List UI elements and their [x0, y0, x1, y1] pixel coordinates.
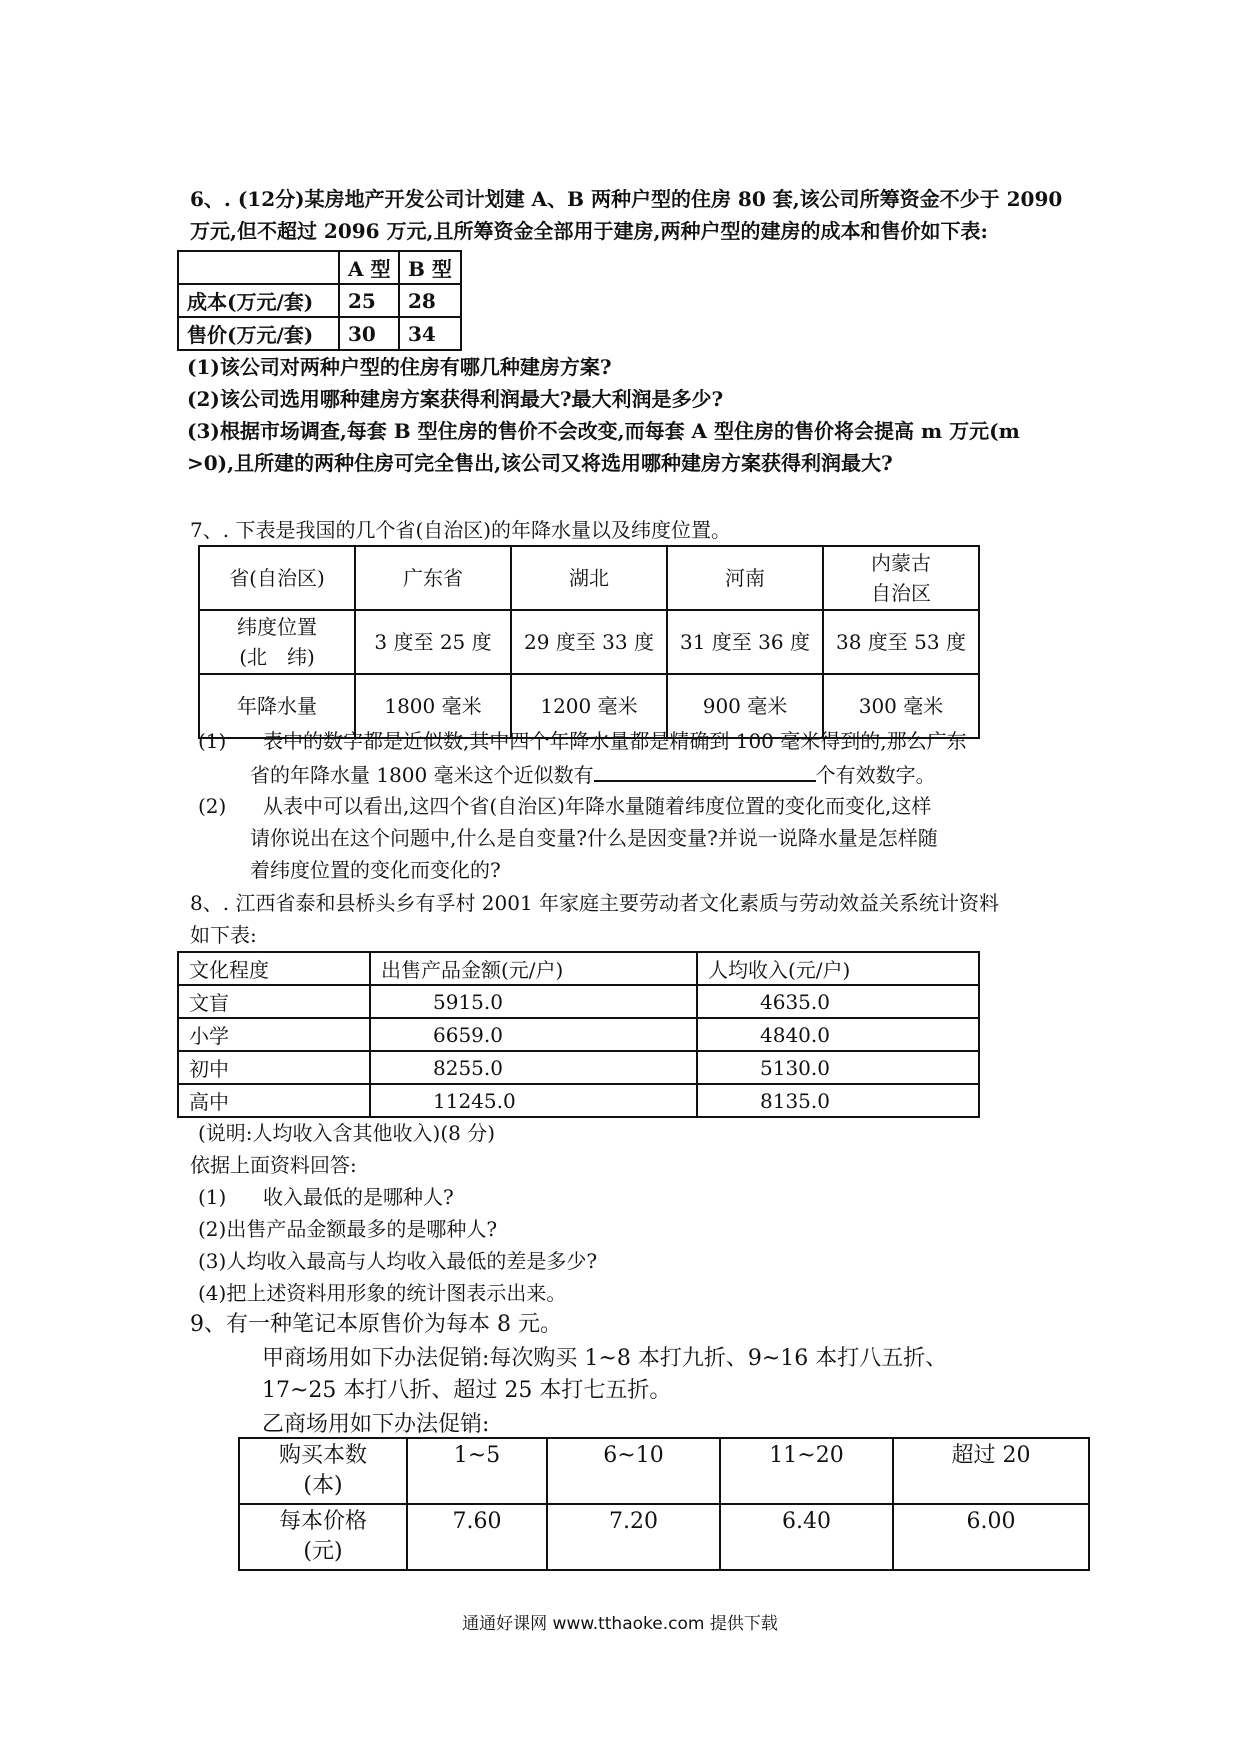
table-cell: 34 [399, 317, 461, 350]
q6-line2: 万元,但不超过 2096 万元,且所筹资金全部用于建房,两种户型的建房的成本和售价如下表: [190, 219, 988, 243]
table-cell: 湖北 [511, 546, 667, 610]
q6-sub3-line1: (3)根据市场调查,每套 B 型住房的售价不会改变,而每套 A 型住房的售价将会提高 m 万元(m [187, 419, 1020, 443]
table-cell: 出售产品金额(元/户) [370, 952, 697, 985]
q7-sub2-line3: 着纬度位置的变化而变化的? [250, 858, 501, 882]
q9-mall-b-intro: 乙商场用如下办法促销: [262, 1412, 490, 1437]
table-cell: 广东省 [355, 546, 511, 610]
table-cell: 高中 [178, 1084, 370, 1117]
table-cell [178, 251, 339, 284]
q6-cost-price-table [177, 250, 462, 351]
table-cell: 8135.0 [697, 1084, 979, 1117]
q7-sub2-line1: 从表中可以看出,这四个省(自治区)年降水量随着纬度位置的变化而变化,这样 [263, 794, 932, 818]
table-cell: 25 [339, 284, 399, 317]
q8-income-table [177, 951, 980, 1118]
table-cell: 年降水量 [199, 674, 355, 738]
q7-sub1-line1: 表中的数字都是近似数,其中四个年降水量都是精确到 100 毫米得到的,那么广东 [263, 729, 967, 753]
table-cell: 5915.0 [370, 985, 697, 1018]
q7-sub2-line2: 请你说出在这个问题中,什么是自变量?什么是因变量?并说一说降水量是怎样随 [250, 826, 938, 850]
table-cell: 文化程度 [178, 952, 370, 985]
table-cell: 4635.0 [697, 985, 979, 1018]
table-cell: 小学 [178, 1018, 370, 1051]
table-cell: 省(自治区) [199, 546, 355, 610]
table-cell: 31 度至 36 度 [667, 610, 823, 674]
table-cell: 纬度位置 (北 纬) [199, 610, 355, 674]
q8-intro: 依据上面资料回答: [190, 1153, 357, 1177]
table-cell: 初中 [178, 1051, 370, 1084]
page-footer: 通通好课网 www.tthaoke.com 提供下载 [462, 1614, 778, 1634]
table-cell: 内蒙古 自治区 [823, 546, 979, 610]
table-cell: 人均收入(元/户) [697, 952, 979, 985]
q8-sub2: (2)出售产品金额最多的是哪种人? [198, 1217, 498, 1241]
q7-rainfall-table [198, 545, 980, 739]
table-cell: 6.40 [720, 1504, 893, 1570]
table-cell: 8255.0 [370, 1051, 697, 1084]
q8-note: (说明:人均收入含其他收入)(8 分) [198, 1121, 496, 1145]
table-cell: 7.60 [407, 1504, 547, 1570]
table-cell: 超过 20 [893, 1438, 1089, 1504]
q6-line1: 6、. (12分)某房地产开发公司计划建 A、B 两种户型的住房 80 套,该公司所筹资金不少于 2090 [190, 187, 1063, 211]
table-cell: 5130.0 [697, 1051, 979, 1084]
q6-sub3-line2: >0),且所建的两种住房可完全售出,该公司又将选用哪种建房方案获得利润最大? [187, 451, 893, 475]
table-cell: 6.00 [893, 1504, 1089, 1570]
table-cell: A 型 [339, 251, 399, 284]
q6-sub1: (1)该公司对两种户型的住房有哪几种建房方案? [187, 355, 612, 379]
q9-mall-a-line1: 甲商场用如下办法促销:每次购买 1~8 本打九折、9~16 本打八五折、 [262, 1346, 948, 1371]
table-cell: 28 [399, 284, 461, 317]
table-cell: 11~20 [720, 1438, 893, 1504]
table-cell: 成本(万元/套) [178, 284, 339, 317]
q8-sub3: (3)人均收入最高与人均收入最低的差是多少? [198, 1249, 598, 1273]
q8-line2: 如下表: [190, 923, 257, 947]
table-cell: 300 毫米 [823, 674, 979, 738]
table-cell: 河南 [667, 546, 823, 610]
table-cell: 38 度至 53 度 [823, 610, 979, 674]
q7-title: 7、. 下表是我国的几个省(自治区)的年降水量以及纬度位置。 [190, 518, 732, 542]
table-cell: B 型 [399, 251, 461, 284]
q7-sub1-line2 [250, 758, 936, 790]
q9-mall-a-line2: 17~25 本打八折、超过 25 本打七五折。 [262, 1378, 672, 1403]
table-cell: 900 毫米 [667, 674, 823, 738]
table-cell: 6659.0 [370, 1018, 697, 1051]
answer-blank[interactable] [594, 758, 816, 782]
table-cell: 4840.0 [697, 1018, 979, 1051]
table-cell: 1800 毫米 [355, 674, 511, 738]
table-cell: 购买本数 (本) [239, 1438, 407, 1504]
table-cell: 30 [339, 317, 399, 350]
q8-line1: 8、. 江西省泰和县桥头乡有孚村 2001 年家庭主要劳动者文化素质与劳动效益关系统计资料 [190, 891, 1000, 915]
q7-sub1-number: (1) [198, 729, 227, 753]
table-cell: 每本价格 (元) [239, 1504, 407, 1570]
table-cell: 11245.0 [370, 1084, 697, 1117]
q9-price-table [238, 1437, 1090, 1571]
q9-title: 9、有一种笔记本原售价为每本 8 元。 [190, 1312, 562, 1337]
table-cell: 29 度至 33 度 [511, 610, 667, 674]
table-cell: 售价(万元/套) [178, 317, 339, 350]
table-cell: 文盲 [178, 985, 370, 1018]
table-cell: 1200 毫米 [511, 674, 667, 738]
table-cell: 7.20 [547, 1504, 720, 1570]
q8-sub1-number: (1) [198, 1185, 227, 1209]
q7-sub1-suffix: 个有效数字。 [815, 763, 936, 787]
table-cell: 1~5 [407, 1438, 547, 1504]
table-cell: 6~10 [547, 1438, 720, 1504]
q7-sub1-text: 省的年降水量 1800 毫米这个近似数有 [250, 763, 594, 787]
q6-sub2: (2)该公司选用哪种建房方案获得利润最大?最大利润是多少? [187, 387, 724, 411]
table-cell: 3 度至 25 度 [355, 610, 511, 674]
q8-sub1: 收入最低的是哪种人? [263, 1185, 454, 1209]
q8-sub4: (4)把上述资料用形象的统计图表示出来。 [198, 1281, 567, 1305]
q7-sub2-number: (2) [198, 794, 227, 818]
